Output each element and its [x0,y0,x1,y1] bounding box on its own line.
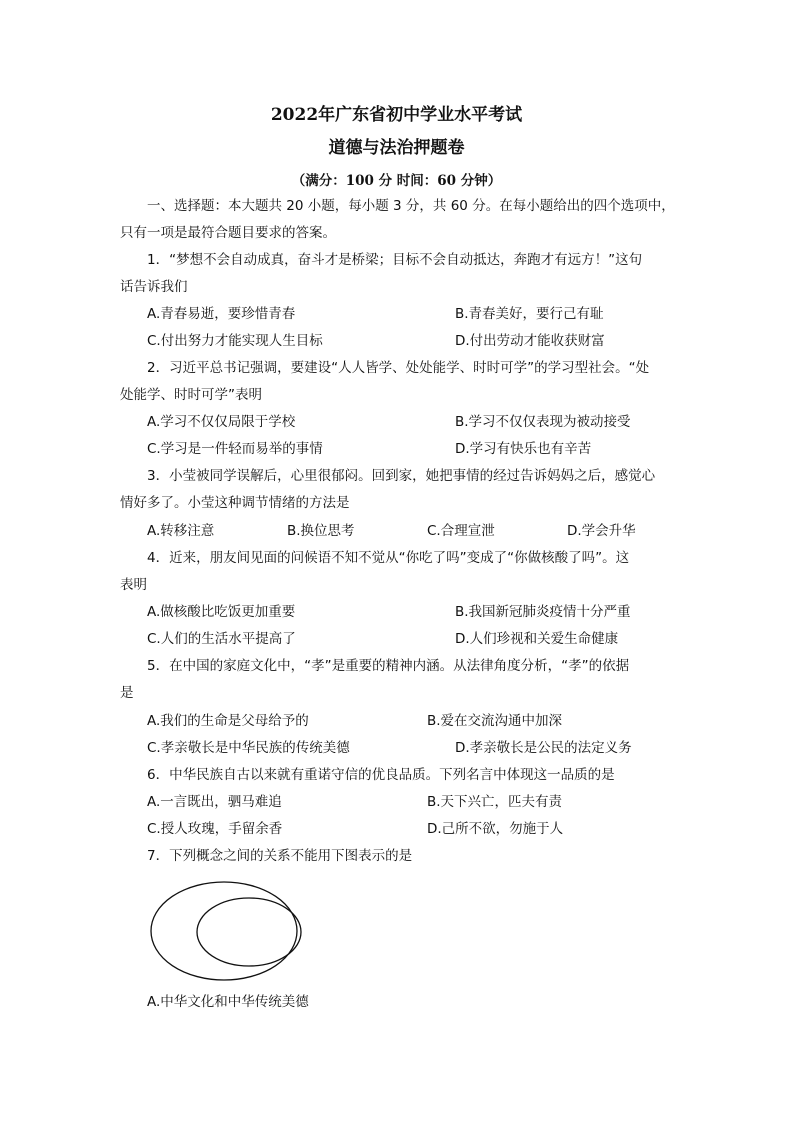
question-3-stem-line2: 情好多了。小莹这种调节情绪的方法是 [120,495,350,511]
exam-title: 2022年广东省初中学业水平考试 [270,105,523,125]
question-4-stem-line2: 表明 [120,577,147,593]
question-2-option-a: A.学习不仅仅局限于学校 [147,414,296,430]
exam-meta: （满分：100 分 时间：60 分钟） [291,173,502,189]
question-1-stem-line1: 1．“梦想不会自动成真，奋斗才是桥梁；目标不会自动抵达，奔跑才有远方！”这句 [147,252,643,268]
question-3-option-c: C.合理宣泄 [427,523,495,539]
question-5-option-c: C.孝亲敬长是中华民族的传统美德 [147,740,350,756]
question-2-option-b: B.学习不仅仅表现为被动接受 [455,414,631,430]
question-5-option-a: A.我们的生命是父母给予的 [147,713,309,729]
nested-ellipse-diagram [147,878,307,988]
question-5-stem-line1: 5．在中国的家庭文化中，“孝”是重要的精神内涵。从法律角度分析，“孝”的依据 [147,658,630,674]
question-5-option-d: D.孝亲敬长是公民的法定义务 [455,740,632,756]
question-6-option-b: B.天下兴亡，匹夫有责 [427,794,563,810]
question-4-option-c: C.人们的生活水平提高了 [147,631,296,647]
question-1-option-d: D.付出劳动才能收获财富 [455,333,605,349]
question-5-stem-line2: 是 [120,685,134,701]
question-1-option-b: B.青春美好，要行己有耻 [455,306,604,322]
question-7-stem-line1: 7．下列概念之间的关系不能用下图表示的是 [147,848,413,864]
question-2-stem-line1: 2．习近平总书记强调，要建设“人人皆学、处处能学、时时可学”的学习型社会。“处 [147,360,650,376]
question-4-stem-line1: 4．近来，朋友间见面的问候语不知不觉从“你吃了吗”变成了“你做核酸了吗”。这 [147,550,630,566]
question-6-option-c: C.授人玫瑰，手留余香 [147,821,283,837]
question-6-option-d: D.己所不欲，勿施于人 [427,821,564,837]
question-3-option-a: A.转移注意 [147,523,215,539]
section-instruction-line2: 只有一项是最符合题目要求的答案。 [120,225,336,241]
question-6-option-a: A.一言既出，驷马难追 [147,794,282,810]
question-1-option-c: C.付出努力才能实现人生目标 [147,333,323,349]
question-5-option-b: B.爱在交流沟通中加深 [427,713,563,729]
question-4-option-d: D.人们珍视和关爱生命健康 [455,631,619,647]
question-4-option-a: A.做核酸比吃饭更加重要 [147,604,296,620]
exam-subtitle: 道德与法治押题卷 [328,138,465,158]
question-3-option-d: D.学会升华 [567,523,636,539]
question-2-option-c: C.学习是一件轻而易举的事情 [147,441,323,457]
inner-ellipse [197,898,301,966]
question-2-stem-line2: 处能学、时时可学”表明 [120,387,262,403]
question-6-stem-line1: 6．中华民族自古以来就有重诺守信的优良品质。下列名言中体现这一品质的是 [147,767,615,783]
question-2-option-d: D.学习有快乐也有辛苦 [455,441,592,457]
outer-ellipse [151,882,297,980]
question-1-stem-line2: 话告诉我们 [120,279,188,295]
question-3-stem-line1: 3．小莹被同学误解后，心里很郁闷。回到家，她把事情的经过告诉妈妈之后，感觉心 [147,468,656,484]
question-3-option-b: B.换位思考 [287,523,355,539]
question-4-option-b: B.我国新冠肺炎疫情十分严重 [455,604,631,620]
section-instruction-line1: 一、选择题：本大题共 20 小题，每小题 3 分，共 60 分。在每小题给出的四个选项中， [147,198,675,214]
question-7-option-a: A.中华文化和中华传统美德 [147,994,309,1010]
question-1-option-a: A.青春易逝，要珍惜青春 [147,306,296,322]
